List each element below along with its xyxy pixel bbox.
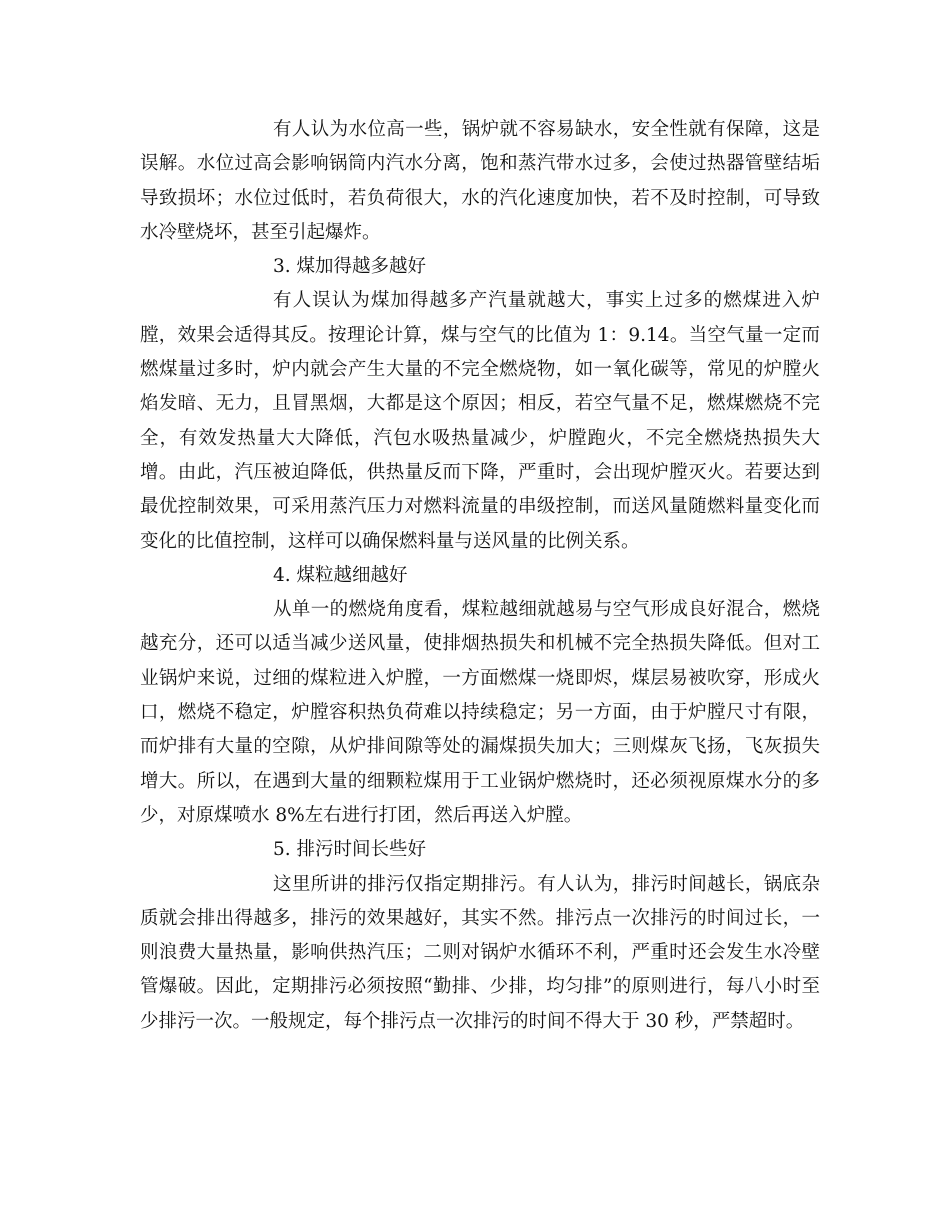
paragraph-coal-particle: 从单一的燃烧角度看，煤粒越细就越易与空气形成良好混合，燃烧越充分，还可以适当减少送风量，使排烟热损失和机械不完全热损失降低。但对工业锅炉来说，过细的煤粒进入炉膛，一方面燃煤一烧即烬，煤层易被吹穿，形成火口，燃烧不稳定，炉膛容积热负荷难以持续稳定；另一方面，由于炉膛尺寸有限，而炉排有大量的空隙，从炉排间隙等处的漏煤损失加大；三则煤灰飞扬，飞灰损失增大。所以，在遇到大量的细颗粒煤用于工业锅炉燃烧时，还必须视原煤水分的多少，对原煤喷水 8%左右进行打团，然后再送入炉膛。 [140,599,820,826]
document-page [140,113,820,1039]
section-heading-3: 3. 煤加得越多越好 [273,256,427,278]
paragraph-coal-amount: 有人误认为煤加得越多产汽量就越大，事实上过多的燃煤进入炉膛，效果会适得其反。按理论计算，煤与空气的比值为 1：9.14。当空气量一定而燃煤量过多时，炉内就会产生大量的不完全燃烧物，如一氧化碳等，常见的炉膛火焰发暗、无力，且冒黑烟，大都是这个原因；相反，若空气量不足，燃煤燃烧不完全，有效发热量大大降低，汽包水吸热量减少，炉膛跑火，不完全燃烧热损失大增。由此，汽压被迫降低，供热量反而下降，严重时，会出现炉膛灭火。若要达到最优控制效果，可采用蒸汽压力对燃料流量的串级控制，而送风量随燃料量变化而变化的比值控制，这样可以确保燃料量与送风量的比例关系。 [140,290,820,552]
paragraph-water-level: 有人认为水位高一些，锅炉就不容易缺水，安全性就有保障，这是误解。水位过高会影响锅筒内汽水分离，饱和蒸汽带水过多，会使过热器管壁结垢导致损坏；水位过低时，若负荷很大，水的汽化速度加快，若不及时控制，可导致水冷壁烧坏，甚至引起爆炸。 [140,119,820,243]
paragraph-blowdown: 这里所讲的排污仅指定期排污。有人认为，排污时间越长，锅底杂质就会排出得越多，排污的效果越好，其实不然。排污点一次排污的时间过长，一则浪费大量热量，影响供热汽压；二则对锅炉水循环不利，严重时还会发生水冷壁管爆破。因此，定期排污必须按照“勤排、少排，均匀排”的原则进行，每八小时至少排污一次。一般规定，每个排污点一次排污的时间不得大于 30 秒，严禁超时。 [140,873,820,1032]
section-heading-5: 5. 排污时间长些好 [273,839,427,861]
section-heading-4: 4. 煤粒越细越好 [273,564,408,586]
